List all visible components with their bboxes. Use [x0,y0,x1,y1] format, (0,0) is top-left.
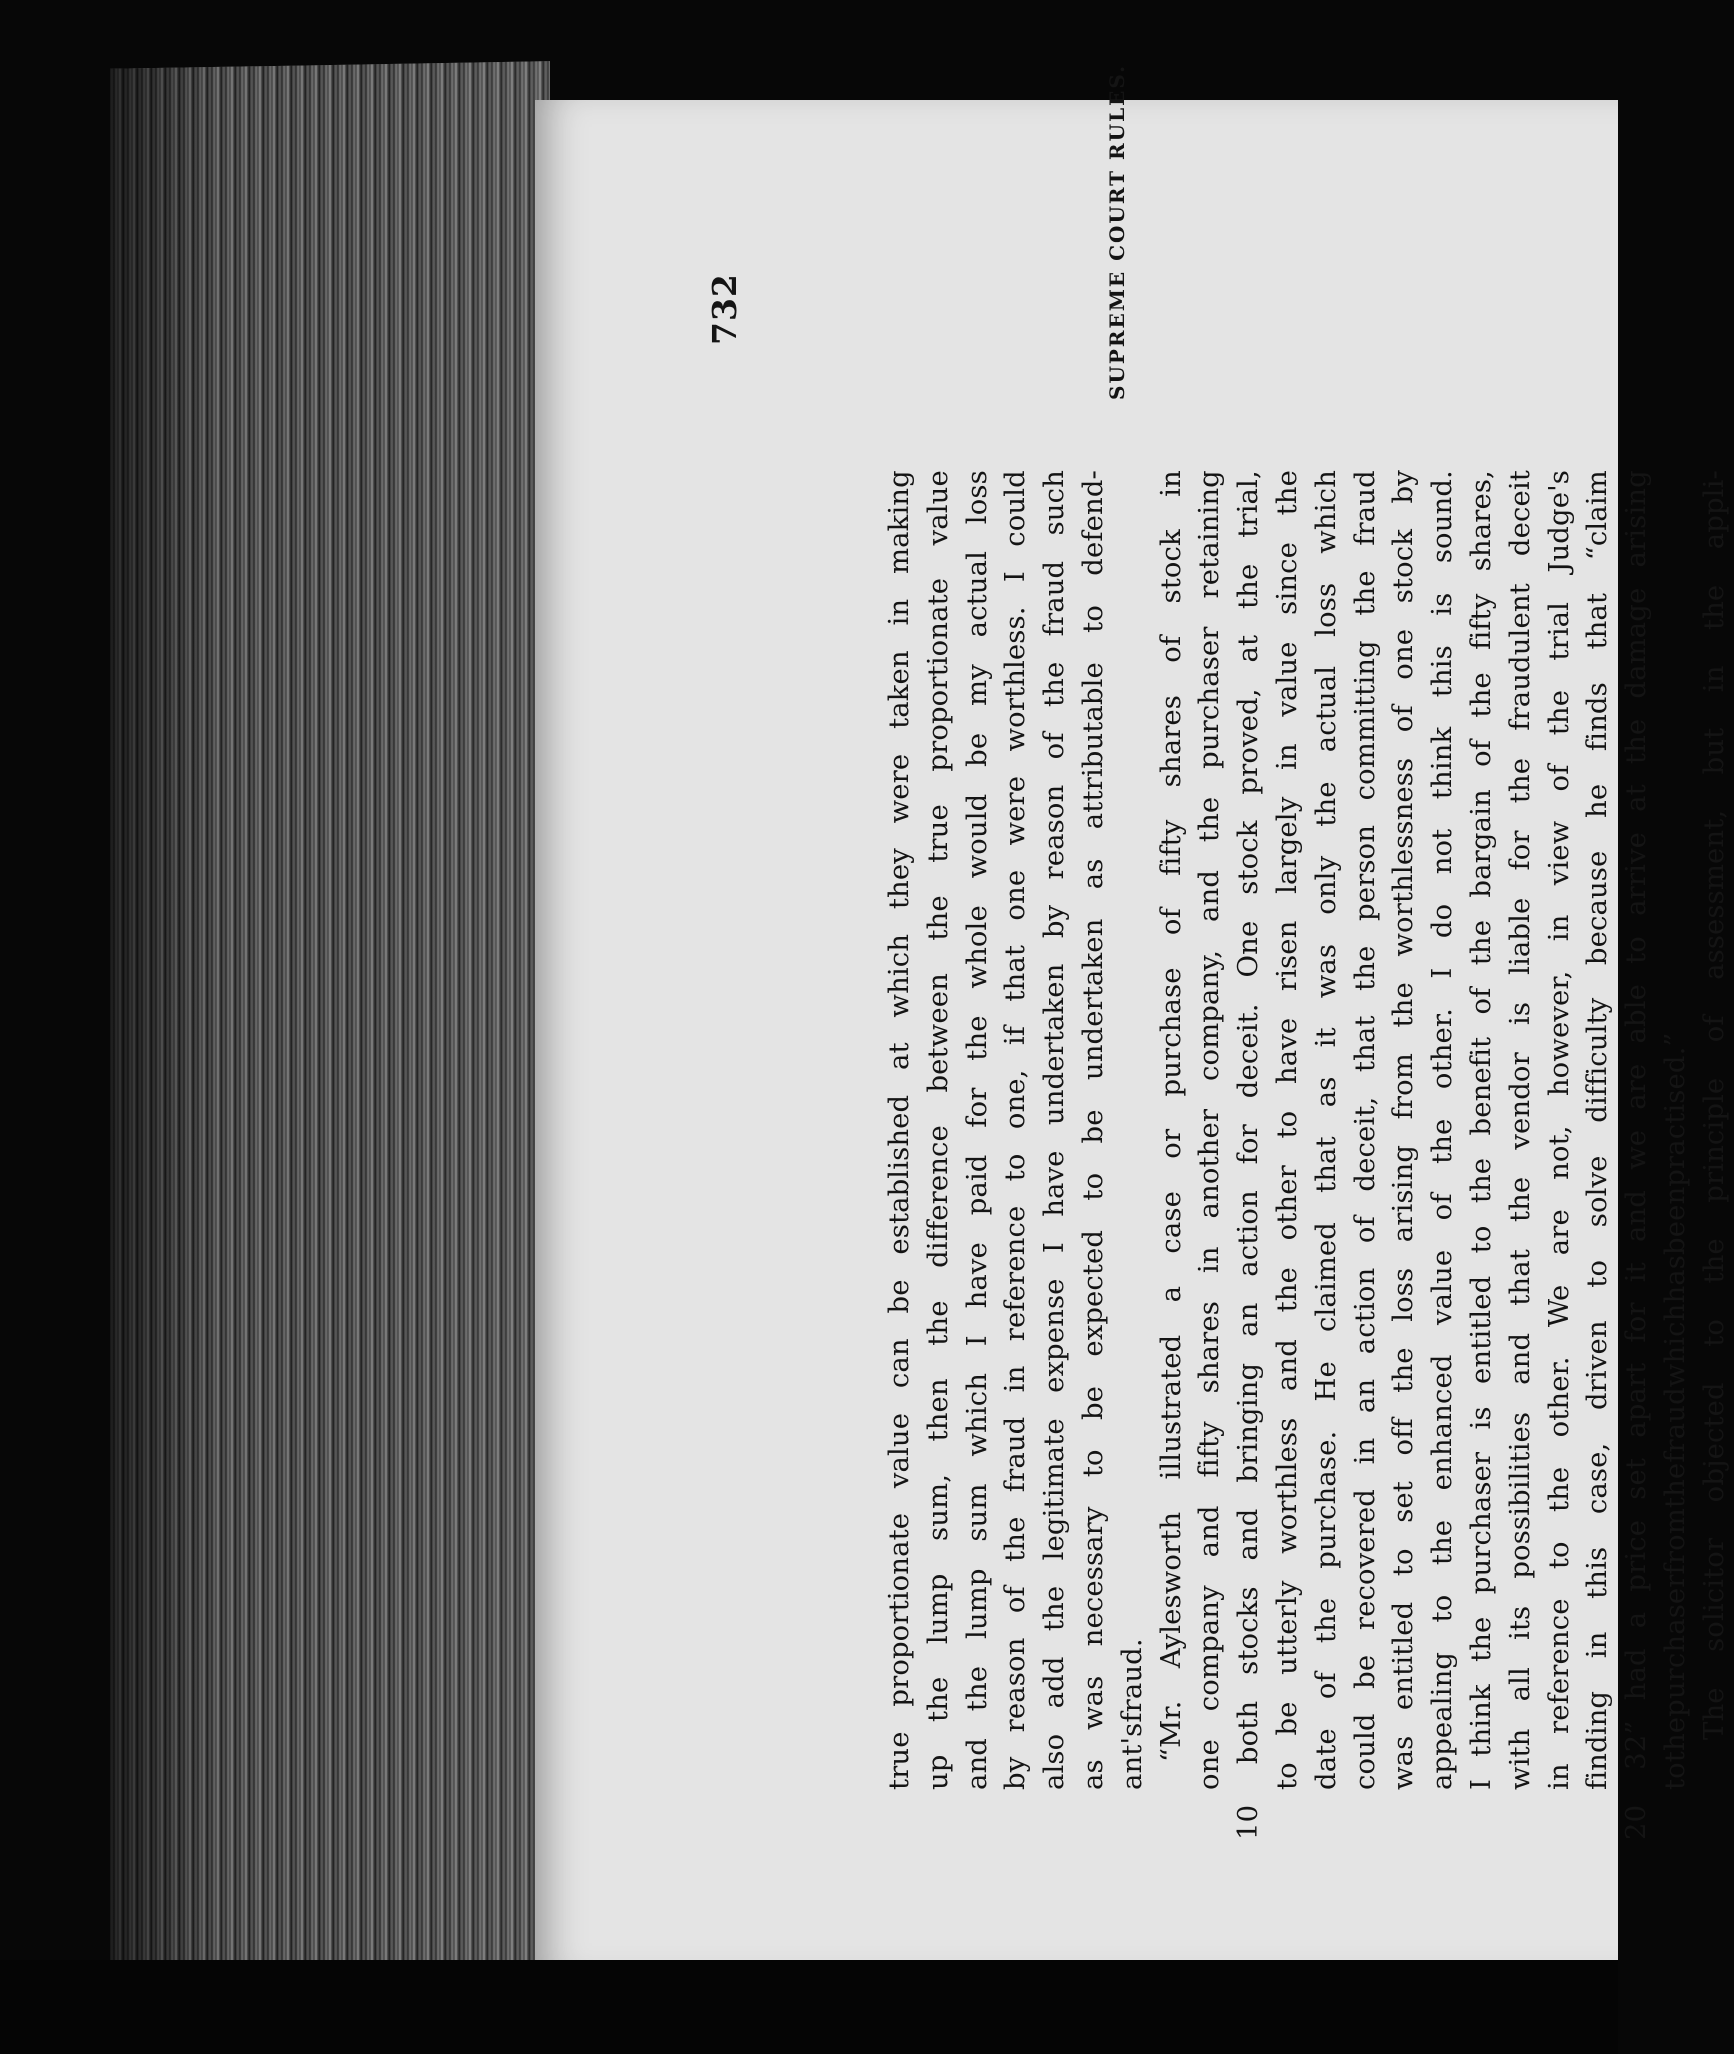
text-line: date of the purchase. He claimed that as it was only the actual loss which [1309,470,1342,1790]
text-line: to be utterly worthless and the other to have risen largely in value since the [1270,470,1303,1790]
text-line: both stocks and bringing an action for deceit. One stock proved, at the trial, [1232,470,1265,1765]
text-line: to the purchaser from the fraud which has been practised.” [1658,1032,1691,1790]
text-line: I think the purchaser is entitled to the benefit of the bargain of the fifty shares, [1464,470,1497,1790]
book-page-edges [110,61,550,1969]
text-line: finding in this case, driven to solve difficulty because he finds that “claim [1581,470,1614,1790]
text-line: ant's fraud. [1115,1638,1148,1790]
text-line: was entitled to set off the loss arising from the worthlessness of one stock by [1387,470,1420,1790]
text-line: true proportionate value can be established at which they were taken in making [883,470,915,1790]
text-line: by reason of the fraud in reference to one, if that one were worthless. I could [999,470,1032,1790]
running-head: SUPREME COURT RULES. [1105,63,1129,400]
text-line: as was necessary to be expected to be undertaken as attributable to defend- [1076,470,1109,1790]
text-line: “Mr. Aylesworth illustrated a case or purchase of fifty shares of stock in [1154,470,1187,1762]
body-text [880,470,1734,1840]
text-line: up the lump sum, then the difference between the true proportionate value [921,470,954,1790]
page-number: 732 [705,273,744,345]
scan-background [0,1960,1618,2054]
text-line: in reference to the other. We are not, however, in view of the trial Judge's [1542,470,1575,1790]
text-line: The solicitor objected to the principle of assessment, but in the appli- [1697,470,1730,1740]
text-line: appealing to the enhanced value of the other. I do not think this is sound. [1426,470,1459,1790]
text-line: with all its possibilities and that the vendor is liable for the fraudulent deceit [1503,470,1536,1790]
text-line: and the lump sum which I have paid for the whole would be my actual loss [960,470,993,1790]
text-line: could be recovered in an action of deceit, that the person committing the fraud [1348,470,1381,1790]
text-line: 20 32” had a price set apart for it and we are able to arrive at the damage arising [1620,470,1653,1840]
text-line: also add the legitimate expense I have undertaken by reason of the fraud such [1038,470,1071,1790]
text-line: one company and fifty shares in another company, and the purchaser retaining [1193,470,1226,1790]
